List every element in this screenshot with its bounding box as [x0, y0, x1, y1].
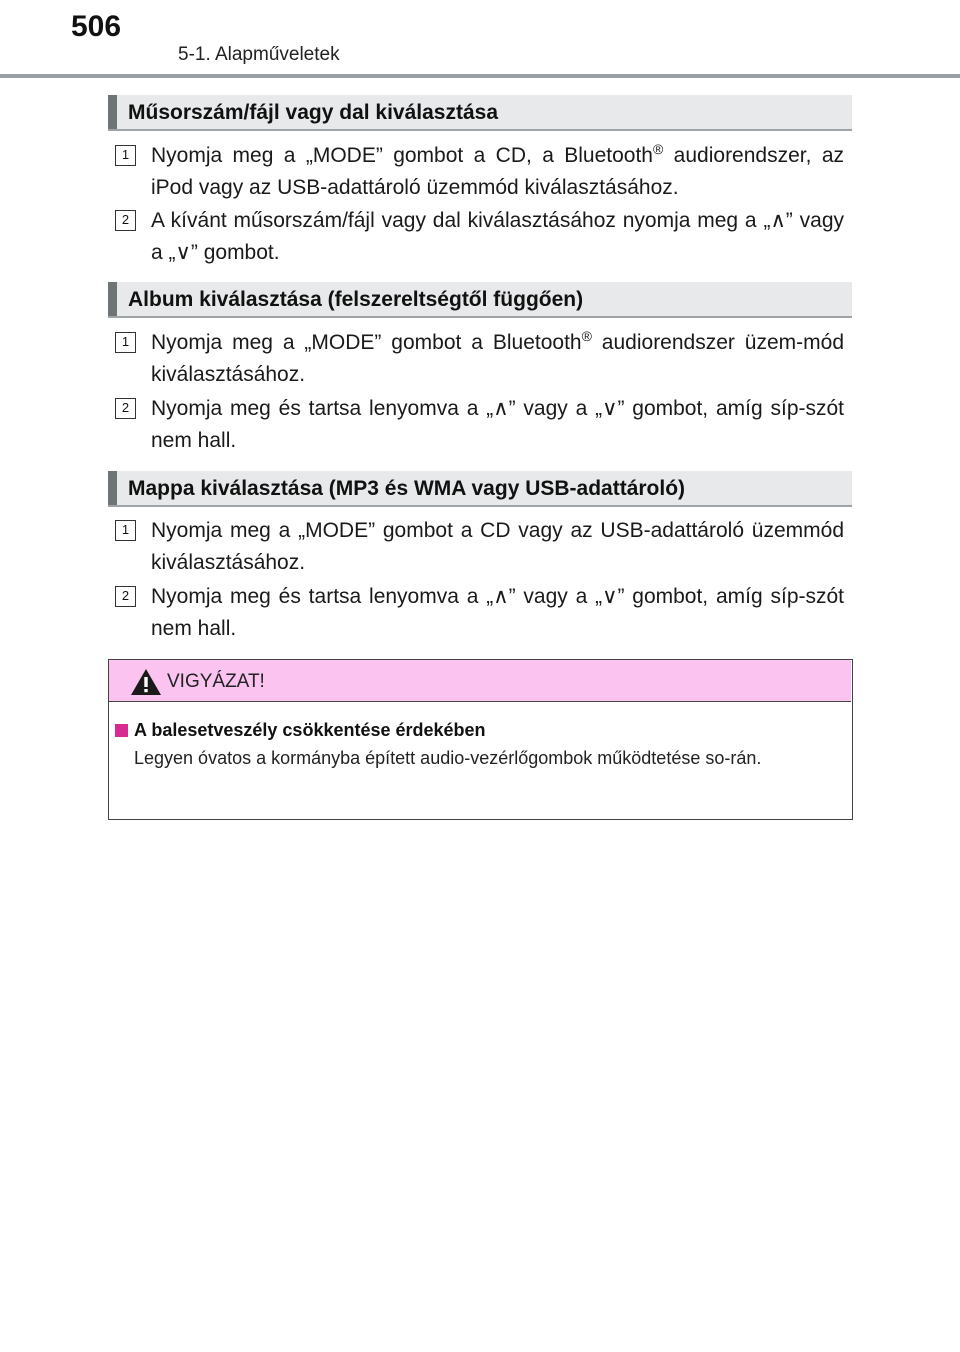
square-bullet-icon — [115, 724, 128, 737]
caution-box — [108, 659, 853, 820]
step-text — [151, 140, 844, 204]
caution-header — [109, 660, 851, 702]
section-heading-folder-select — [108, 471, 852, 507]
step-text: Nyomja meg a „MODE” gombot a CD vagy az USB-adattároló üzemmód kiválasztásához. — [151, 519, 844, 574]
section-heading-bar — [108, 282, 117, 316]
step-text-part: audiorendszer, az iPod vagy az USB-adattároló üzemmód kiválasztásához. — [151, 144, 844, 199]
step-text: Nyomja meg és tartsa lenyomva a „∧” vagy a „∨” gombot, amíg síp-szót nem hall. — [151, 585, 844, 640]
registered-mark: ® — [652, 141, 664, 157]
page-header — [0, 0, 960, 80]
section-heading-track-select — [108, 95, 852, 131]
section-title: Műsorszám/fájl vagy dal kiválasztása — [128, 101, 499, 124]
chapter-title: 5-1. Alapműveletek — [178, 44, 340, 65]
caution-label: VIGYÁZAT! — [167, 671, 265, 692]
step-text — [151, 327, 844, 391]
section-title: Album kiválasztása (felszereltségtől függően) — [128, 288, 584, 311]
step-number: 1 — [115, 520, 136, 541]
step-number: 1 — [115, 145, 136, 166]
page-number: 506 — [71, 10, 122, 43]
step-text: Nyomja meg és tartsa lenyomva a „∧” vagy a „∨” gombot, amíg síp-szót nem hall. — [151, 397, 844, 452]
caution-body: Legyen óvatos a kormányba épített audio-vezérlőgombok működtetése so-rán. — [134, 748, 762, 768]
step-text-part: audiorendszer üzem-mód kiválasztásához. — [151, 331, 844, 386]
step-text: A kívánt műsorszám/fájl vagy dal kiválasztásához nyomja meg a „∧” vagy a „∨” gombot. — [151, 209, 844, 264]
step-number: 2 — [115, 210, 136, 231]
step-text-part: Nyomja meg a „MODE” gombot a CD, a Bluetooth — [151, 144, 653, 167]
section-title: Mappa kiválasztása (MP3 és WMA vagy USB-adattároló) — [128, 477, 686, 500]
warning-triangle-icon — [130, 668, 162, 696]
step-number: 1 — [115, 332, 136, 353]
step-number: 2 — [115, 586, 136, 607]
section-heading-album-select — [108, 282, 852, 318]
section-heading-bar — [108, 471, 117, 505]
header-divider — [0, 74, 960, 78]
step-number: 2 — [115, 398, 136, 419]
caution-subtitle: A balesetveszély csökkentése érdekében — [134, 720, 486, 740]
step-text-part: Nyomja meg a „MODE” gombot a Bluetooth — [151, 331, 582, 354]
registered-mark: ® — [581, 328, 592, 344]
section-heading-bar — [108, 95, 117, 129]
